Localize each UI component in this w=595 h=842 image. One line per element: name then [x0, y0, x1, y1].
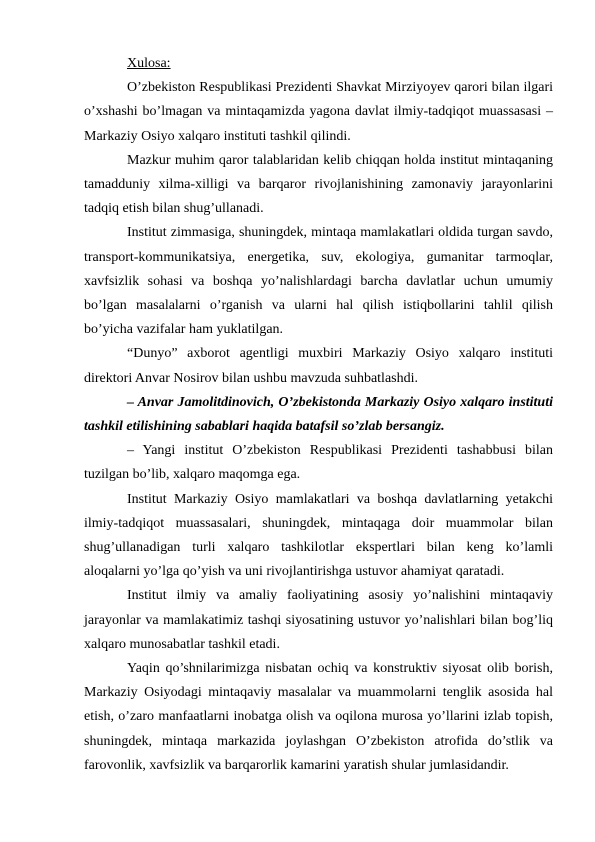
section-heading: Xulosa: — [127, 56, 171, 71]
paragraph: “Dunyo” axborot agentligi muxbiri Markaziy Osiyo xalqaro instituti direktori Anvar Nosirov bilan ushbu mavzuda suhbatlashdi. — [84, 346, 553, 386]
document-page — [84, 52, 553, 778]
answer-paragraph: Institut Markaziy Osiyo mamlakatlari va boshqa davlatlarning yetakchi ilmiy-tadqiqot muassasalari, shuningdek, mintaqaga doir muammolar bilan shug’ullanadigan turli xalqaro tashkilotlar ekspertlari bilan keng ko’lamli aloqalarni yo’lga qo’yish va uni rivojlantirishga ustuvor ahamiyat qaratadi. — [84, 491, 553, 580]
paragraph: Institut zimmasiga, shuningdek, mintaqa mamlakatlari oldida turgan savdo, transport-kommunikatsiya, energetika, suv, ekologiya, gumanitar tarmoqlar, xavfsizlik sohasi va boshqa yo’nalishlardagi barcha davlatlar uchun umumiy bo’lgan masalalarni o’rganish va ularni hal qilish istiqbollarini tahlil qilish bo’yicha vazifalar ham yuklatilgan. — [84, 225, 553, 338]
answer-paragraph: Yaqin qo’shnilarimizga nisbatan ochiq va konstruktiv siyosat olib borish, Markaziy Osiyodagi mintaqaviy masalalar va muammolarni tenglik asosida hal etish, o’zaro manfaatlarni inobatga olish va oqilona murosa yo’llarini izlab topish, shuningdek, mintaqa markazida joylashgan O’zbekiston atrofida do’stlik va farovonlik, xavfsizlik va barqarorlik kamarini yaratish shular jumlasidandir. — [84, 661, 553, 773]
paragraph: Mazkur muhim qaror talablaridan kelib chiqqan holda institut mintaqaning tamadduniy xilma-xilligi va barqaror rivojlanishining zamonaviy jarayonlarini tadqiq etish bilan shug’ullanadi. — [84, 152, 553, 217]
paragraph: O’zbekiston Respublikasi Prezidenti Shavkat Mirziyoyev qarori bilan ilgari o’xshashi bo’lmagan va mintaqamizda yagona davlat ilmiy-tadqiqot muassasasi – Markaziy Osiyo xalqaro instituti tashkil qilindi. — [84, 80, 553, 144]
interview-question: – Anvar Jamolitdinovich, O’zbekistonda Markaziy Osiyo xalqaro instituti tashkil etilishining sabablari haqida batafsil so’zlab bersangiz. — [84, 394, 553, 435]
answer-paragraph: Institut ilmiy va amaliy faoliyatining asosiy yo’nalishini mintaqaviy jarayonlar va mamlakatimiz tashqi siyosatining ustuvor yo’nalishlari bilan bog’liq xalqaro munosabatlar tashkil etadi. — [84, 588, 553, 652]
answer-paragraph: – Yangi institut O’zbekiston Respublikasi Prezidenti tashabbusi bilan tuzilgan bo’lib, xalqaro maqomga ega. — [84, 443, 553, 483]
